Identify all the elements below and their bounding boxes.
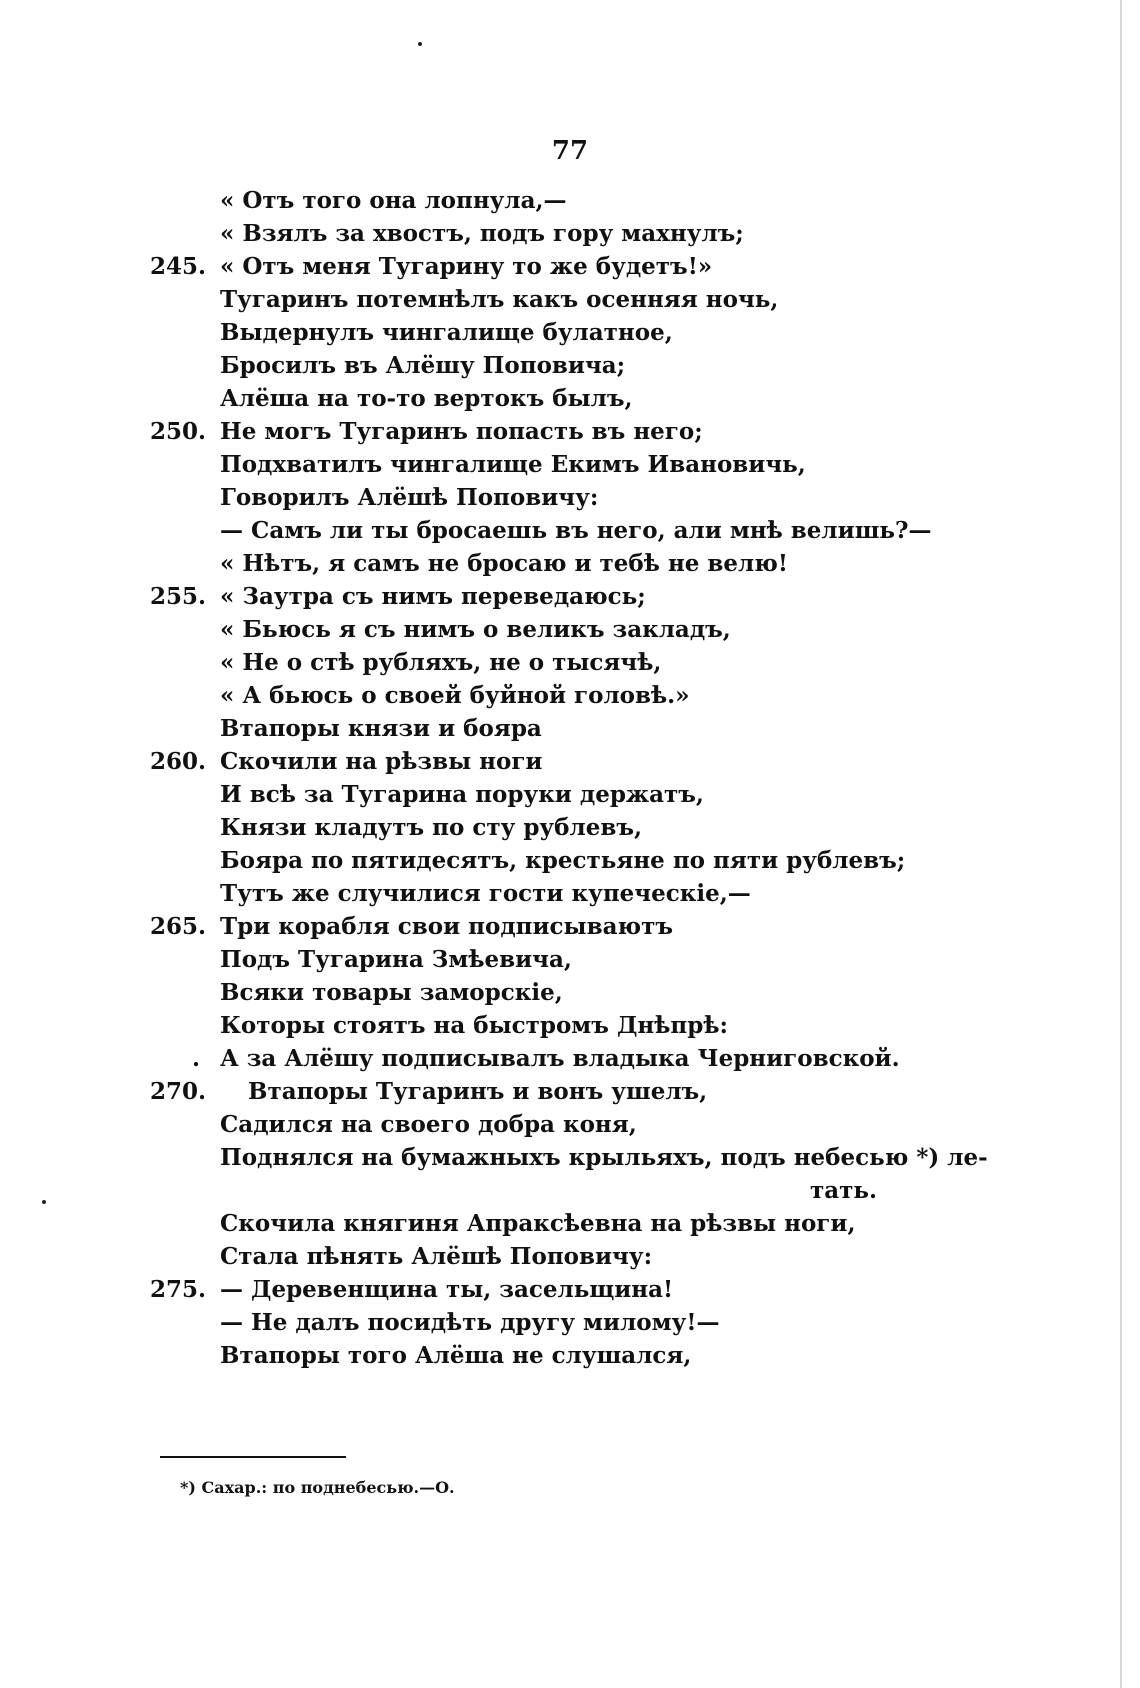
verse-text: Втапоры Тугаринъ и вонъ ушелъ, — [248, 1078, 708, 1105]
verse-text: Всяки товары заморскіе, — [220, 979, 563, 1006]
verse-text: Алёша на то-то вертокъ былъ, — [220, 385, 633, 412]
verse-text: « Бьюсь я съ нимъ о великъ закладъ, — [220, 616, 731, 643]
verse-text: И всѣ за Тугарина поруки держатъ, — [220, 781, 704, 808]
verse-line — [150, 316, 950, 349]
verse-line — [150, 844, 950, 877]
verse-line — [150, 976, 950, 1009]
verse-text: Тутъ же случилися гости купеческіе,— — [220, 880, 751, 907]
verse-text: Бросилъ въ Алёшу Поповича; — [220, 352, 626, 379]
line-number: 265. — [150, 913, 207, 940]
line-number: 255. — [150, 583, 207, 610]
footnote: *) Сахар.: по поднебесью.—О. — [180, 1478, 455, 1497]
verse-line — [150, 1075, 950, 1108]
verse-line — [150, 1207, 950, 1240]
page-edge-line — [1120, 0, 1122, 1688]
page-number: 77 — [551, 136, 589, 166]
verse-line — [150, 679, 950, 712]
verse-text: Князи кладутъ по сту рублевъ, — [220, 814, 642, 841]
verse-text: Подхватилъ чингалище Екимъ Ивановичь, — [220, 451, 806, 478]
verse-text: Стала пѣнять Алёшѣ Поповичу: — [220, 1243, 653, 1270]
verse-text: « Отъ меня Тугарину то же будетъ!» — [220, 253, 713, 280]
verse-line — [150, 547, 950, 580]
verse-text: — Самъ ли ты бросаешь въ него, али мнѣ велишь?— — [220, 517, 932, 544]
line-number: 250. — [150, 418, 207, 445]
verse-text: Садился на своего добра коня, — [220, 1111, 637, 1138]
verse-line — [150, 1042, 950, 1075]
verse-line — [150, 250, 950, 283]
verse-line — [150, 910, 950, 943]
verse-line — [150, 1306, 950, 1339]
footnote-divider — [160, 1456, 346, 1458]
verse-line — [150, 1009, 950, 1042]
verse-line — [150, 712, 950, 745]
verse-line — [150, 1273, 950, 1306]
verse-line — [150, 613, 950, 646]
verse-text: Подъ Тугарина Змѣевича, — [220, 946, 572, 973]
verse-text: Выдернулъ чингалище булатное, — [220, 319, 673, 346]
verse-text: « Взялъ за хвостъ, подъ гору махнулъ; — [220, 220, 744, 247]
verse-line — [150, 580, 950, 613]
verse-block — [150, 184, 988, 1372]
verse-text: Бояра по пятидесятъ, крестьяне по пяти рублевъ; — [220, 847, 906, 874]
verse-text: Говорилъ Алёшѣ Поповичу: — [220, 484, 599, 511]
verse-line-continuation — [150, 1174, 950, 1207]
verse-text: — Не далъ посидѣть другу милому!— — [220, 1309, 720, 1336]
verse-line — [150, 745, 950, 778]
verse-text: тать. — [810, 1177, 878, 1204]
verse-line — [150, 1339, 950, 1372]
line-number: 245. — [150, 253, 207, 280]
verse-line — [150, 217, 950, 250]
print-speck — [418, 42, 422, 46]
verse-text: Три корабля свои подписываютъ — [220, 913, 673, 940]
verse-text: Поднялся на бумажныхъ крыльяхъ, подъ небесью *) ле- — [220, 1144, 988, 1171]
line-number: 260. — [150, 748, 207, 775]
verse-line — [150, 382, 950, 415]
line-number: 275. — [150, 1276, 207, 1303]
verse-line — [150, 283, 950, 316]
verse-text: Которы стоятъ на быстромъ Днѣпрѣ: — [220, 1012, 728, 1039]
verse-text: Втапоры того Алёша не слушался, — [220, 1342, 692, 1369]
verse-text: Тугаринъ потемнѣлъ какъ осенняя ночь, — [220, 286, 779, 313]
verse-line — [150, 1108, 950, 1141]
print-speck — [42, 1200, 46, 1204]
verse-line — [150, 877, 950, 910]
verse-text: « Отъ того она лопнула,— — [220, 187, 567, 214]
verse-line — [150, 1240, 950, 1273]
verse-text: Скочила княгиня Апраксѣевна на рѣзвы ноги, — [220, 1210, 856, 1237]
verse-line — [150, 184, 950, 217]
verse-line — [150, 514, 950, 547]
verse-text: Скочили на рѣзвы ноги — [220, 748, 543, 775]
verse-text: « Заутра съ нимъ переведаюсь; — [220, 583, 646, 610]
verse-line — [150, 646, 950, 679]
verse-text: « Нѣтъ, я самъ не бросаю и тебѣ не велю! — [220, 550, 788, 577]
line-number: 270. — [150, 1078, 207, 1105]
verse-line — [150, 481, 950, 514]
verse-line — [150, 448, 950, 481]
verse-line — [150, 415, 950, 448]
verse-text: — Деревенщина ты, засельщина! — [220, 1276, 674, 1303]
verse-line — [150, 943, 950, 976]
verse-line — [150, 1141, 988, 1174]
verse-line — [150, 349, 950, 382]
verse-text: « А бьюсь о своей буйной головѣ.» — [220, 682, 690, 709]
verse-text: Втапоры князи и бояра — [220, 715, 542, 742]
verse-line — [150, 778, 950, 811]
stray-dot: . — [192, 1045, 201, 1072]
verse-line — [150, 811, 950, 844]
verse-text: « Не о стѣ рубляхъ, не о тысячѣ, — [220, 649, 662, 676]
verse-text: Не могъ Тугаринъ попасть въ него; — [220, 418, 703, 445]
verse-text: А за Алёшу подписывалъ владыка Черниговской. — [220, 1045, 900, 1072]
